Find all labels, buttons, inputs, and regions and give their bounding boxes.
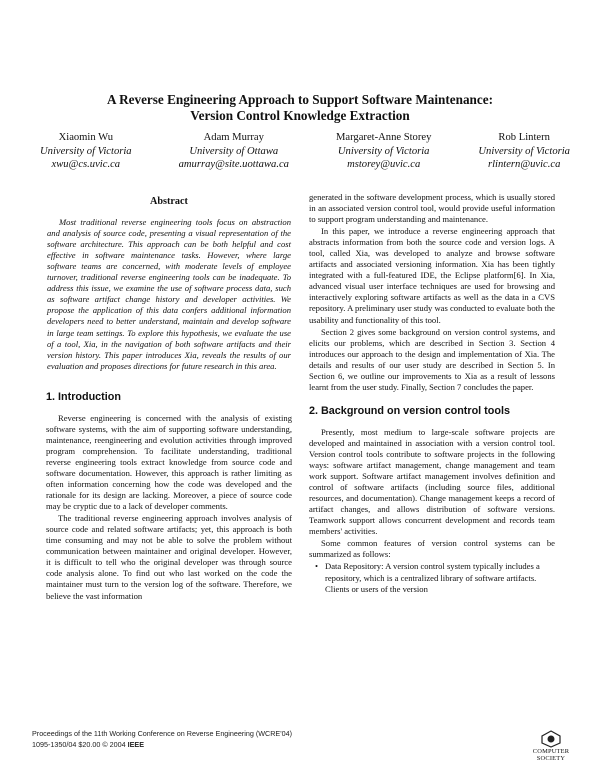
footer-line-2	[32, 740, 292, 751]
ieee-mark: IEEE	[127, 739, 145, 749]
bullet-item	[315, 561, 555, 594]
author-name: Adam Murray	[203, 132, 264, 143]
footer-copyright: 1095-1350/04 $20.00 © 2004	[32, 739, 126, 749]
author-name: Xiaomin Wu	[58, 132, 113, 143]
body-paragraph: Section 2 gives some background on version control systems, and elicits our problems, which are described in Section 3. Section 4 introduces our approach to the design and implementation of Xia. The details and results of our user study are described in Section 5. In Section 6, we outline our improvements to Xia as a result of lessons learnt from the user study. Finally, Section 7 concludes the paper.	[309, 326, 555, 392]
body-paragraph: Presently, most medium to large-scale software projects are developed and maintained in association with a version control tool. Version control tools contribute to software projects in the following ways: software artifact management, change management and team work support. Software artifact management involves definition and control of software artifacts (including source files, additional resources, and documentation). Change management keeps a record of artifact changes, and allows distribution of software versions. Teamwork support allows concurrent development and records team members' activities.	[309, 426, 555, 537]
author-list	[40, 131, 570, 172]
author-block	[40, 131, 132, 172]
bullet-text: Data Repository: A version control system typically includes a repository, which is a centralized library of software artifacts. Clients or users of the version	[325, 561, 540, 594]
background-heading: 2. Background on version control tools	[309, 404, 510, 417]
author-affiliation: University of Victoria	[337, 145, 430, 157]
author-block	[336, 131, 431, 172]
body-paragraph: Reverse engineering is concerned with the analysis of existing software systems, with the aim of supporting software understanding, maintenance, reengineering and evolution activities through improved program comprehension. To facilitate understanding, traditional reverse engineering tools extract knowledge from source code and software documentation. However, this approach is rather limiting as often information concerning how the code was developed and the rationale for its design are lacking. Moreover, a piece of source code may be cryptic due to a lack of developer comments.	[46, 412, 292, 512]
body-paragraph: Some common features of version control systems can be summarized as follows:	[309, 538, 555, 560]
body-paragraph: generated in the software development process, which is usually stored in an associated version control tool, would provide useful information to support program understanding and maintenance.	[309, 192, 555, 225]
author-affiliation: University of Victoria	[40, 145, 132, 157]
author-affiliation: University of Ottawa	[189, 145, 279, 157]
title-block	[40, 92, 560, 124]
author-name: Rob Lintern	[498, 132, 550, 143]
computer-society-logo	[526, 730, 576, 770]
left-column	[46, 196, 292, 603]
author-email: amurray@site.uottawa.ca	[178, 159, 289, 170]
author-block	[179, 131, 289, 172]
abstract-heading: Abstract	[150, 196, 188, 207]
computer-society-emblem-icon	[540, 730, 562, 748]
author-email: xwu@cs.uvic.ca	[51, 159, 121, 170]
author-affiliation: University of Victoria	[478, 145, 570, 157]
paper-title-line-1: A Reverse Engineering Approach to Support Software Maintenance:	[107, 92, 493, 107]
author-email: rlintern@uvic.ca	[487, 159, 561, 170]
author-email: mstorey@uvic.ca	[347, 159, 421, 170]
paper-title-line-2: Version Control Knowledge Extraction	[190, 108, 410, 123]
logo-text-line-1: COMPUTER	[532, 748, 570, 755]
abstract-text: Most traditional reverse engineering tools focus on abstraction and analysis of source code, presenting a visual representation of the software architecture. This approach can be both helpful and cost effective in software maintenance tasks. However, where large software teams are concerned, with moderate levels of employee turnover, traditional reverse engineering tools can be inadequate. To address this issue, we examine the use of software process data, such as software artifact change history and developer activities. We propose the application of this data confers additional information developers need to better understand, maintain and develop software in large team settings. To explore this hypothesis, we evaluate the use of a tool, Xia, in the navigation of both software artifacts and their version history. This paper introduces Xia, reveals the results of our evaluation and proposes directions for future research in this area.	[47, 217, 291, 371]
logo-text-line-2: SOCIETY	[536, 755, 566, 762]
author-name: Margaret-Anne Storey	[335, 132, 432, 143]
author-block	[478, 131, 570, 172]
body-paragraph: In this paper, we introduce a reverse engineering approach that abstracts information from both the source code and version logs. A tool, called Xia, was developed to analyze and browse software artifacts and associated versioning information. Xia has been tightly integrated with a full-featured IDE, the Eclipse platform[6]. In Xia, advanced visual user interface techniques are used for browsing and interactively exploring software artifacts as well as the data in a CVS repository. A preliminary user study was conducted to evaluate both the usability and functionality of this tool.	[309, 226, 555, 325]
proceedings-footer	[32, 729, 292, 750]
bullet-icon: •	[315, 561, 319, 572]
footer-line-1: Proceedings of the 11th Working Conference on Reverse Engineering (WCRE'04)	[32, 729, 292, 738]
right-column	[309, 192, 555, 595]
body-paragraph: The traditional reverse engineering approach involves analysis of source code and related software artifacts; yet, this approach is both time consuming and may not be able to solve the problem without communication between maintainer and original developer. However, it is difficult to tell who the original developer was through source code analysis alone. To find out who last worked on the code the maintainer must turn to the version log of the software. Therefore, we believe the vast information	[46, 513, 292, 601]
introduction-heading: 1. Introduction	[46, 390, 121, 403]
